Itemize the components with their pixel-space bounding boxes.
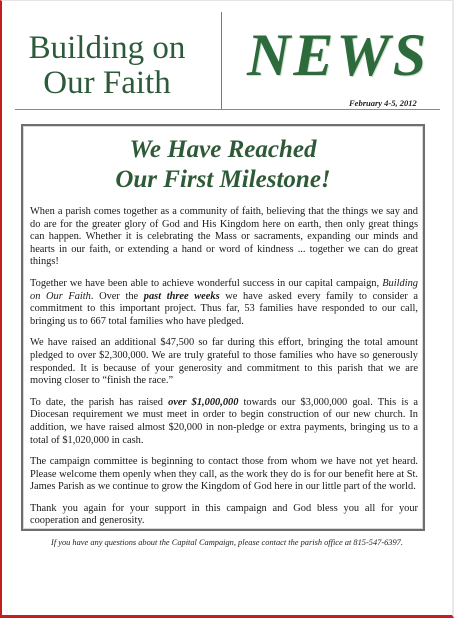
headline-line-2: Our First Milestone! [115,166,331,193]
paragraph-4-part-a: To date, the parish has raised [30,396,169,408]
article-box [21,124,425,531]
header-rule [15,109,440,110]
emphasis-amount-raised: over $1,000,000 [168,396,239,408]
paragraph-1: When a parish comes together as a community of faith, believing that the things we say and do are for the greater glory of God and His Kingdom here on earth, then only great things can happen. Whether it is celebrating the Mass or sacraments, expanding our minds and hearts in our faith, or extending a hand or word of kindness ... together we can do great things! [30,206,418,268]
paragraph-4 [30,397,418,447]
issue-date: February 4-5, 2012 [349,98,417,108]
title-line-2: Our Faith [43,65,171,101]
newsletter-page [3,1,450,613]
paragraph-6: Thank you again for your support in this campaign and God bless you all for your cooperation and generosity. [30,502,418,527]
emphasis-past-three-weeks: past three weeks [143,290,220,302]
paragraph-2-part-a: Together we have been able to achieve wonderful success in our capital campaign, [30,277,383,289]
paragraph-2-part-b: . Over the [90,290,144,302]
title-line-1: Building on [28,30,186,66]
article-headline [23,135,423,195]
contact-note: If you have any questions about the Capital Campaign, please contact the parish office at 815-547-6397. [51,538,403,547]
paragraph-5: The campaign committee is beginning to contact those from whom we have not yet heard. Please welcome them openly when they call, as the work they do is for our benefit here at St. James Parish as we continue to grow the Kingdom of God here in our little part of the world. [30,456,418,493]
headline-line-1: We Have Reached [129,136,317,163]
newsletter-title [17,31,197,101]
news-masthead: NEWS [247,22,430,88]
paragraph-2-part-c: we have asked every family to consider a commitment to this important project. Thus far, 53 families have responded to our call, bringing us to 667 total families who have pledged. [30,290,419,327]
paragraph-2 [30,278,418,328]
paragraph-4-part-b: towards our $3,000,000 goal. This is a Diocesan requirement we must meet in order to begin construction of our new church. In addition, we have raised almost $20,000 in non-pledge or extra payments, bringing us to a total of $1,020,000 in cash. [30,396,418,446]
article-body [30,206,418,537]
campaign-name: Building on Our Faith [30,277,418,302]
paragraph-3: We have raised an additional $47,500 so far during this effort, bringing the total amount pledged to over $2,300,000. We are truly grateful to those families who have so generously responded. It is because of your generosity and commitment to this parish that we are moving closer to “finish the race.” [30,337,418,387]
header-divider [221,12,222,109]
